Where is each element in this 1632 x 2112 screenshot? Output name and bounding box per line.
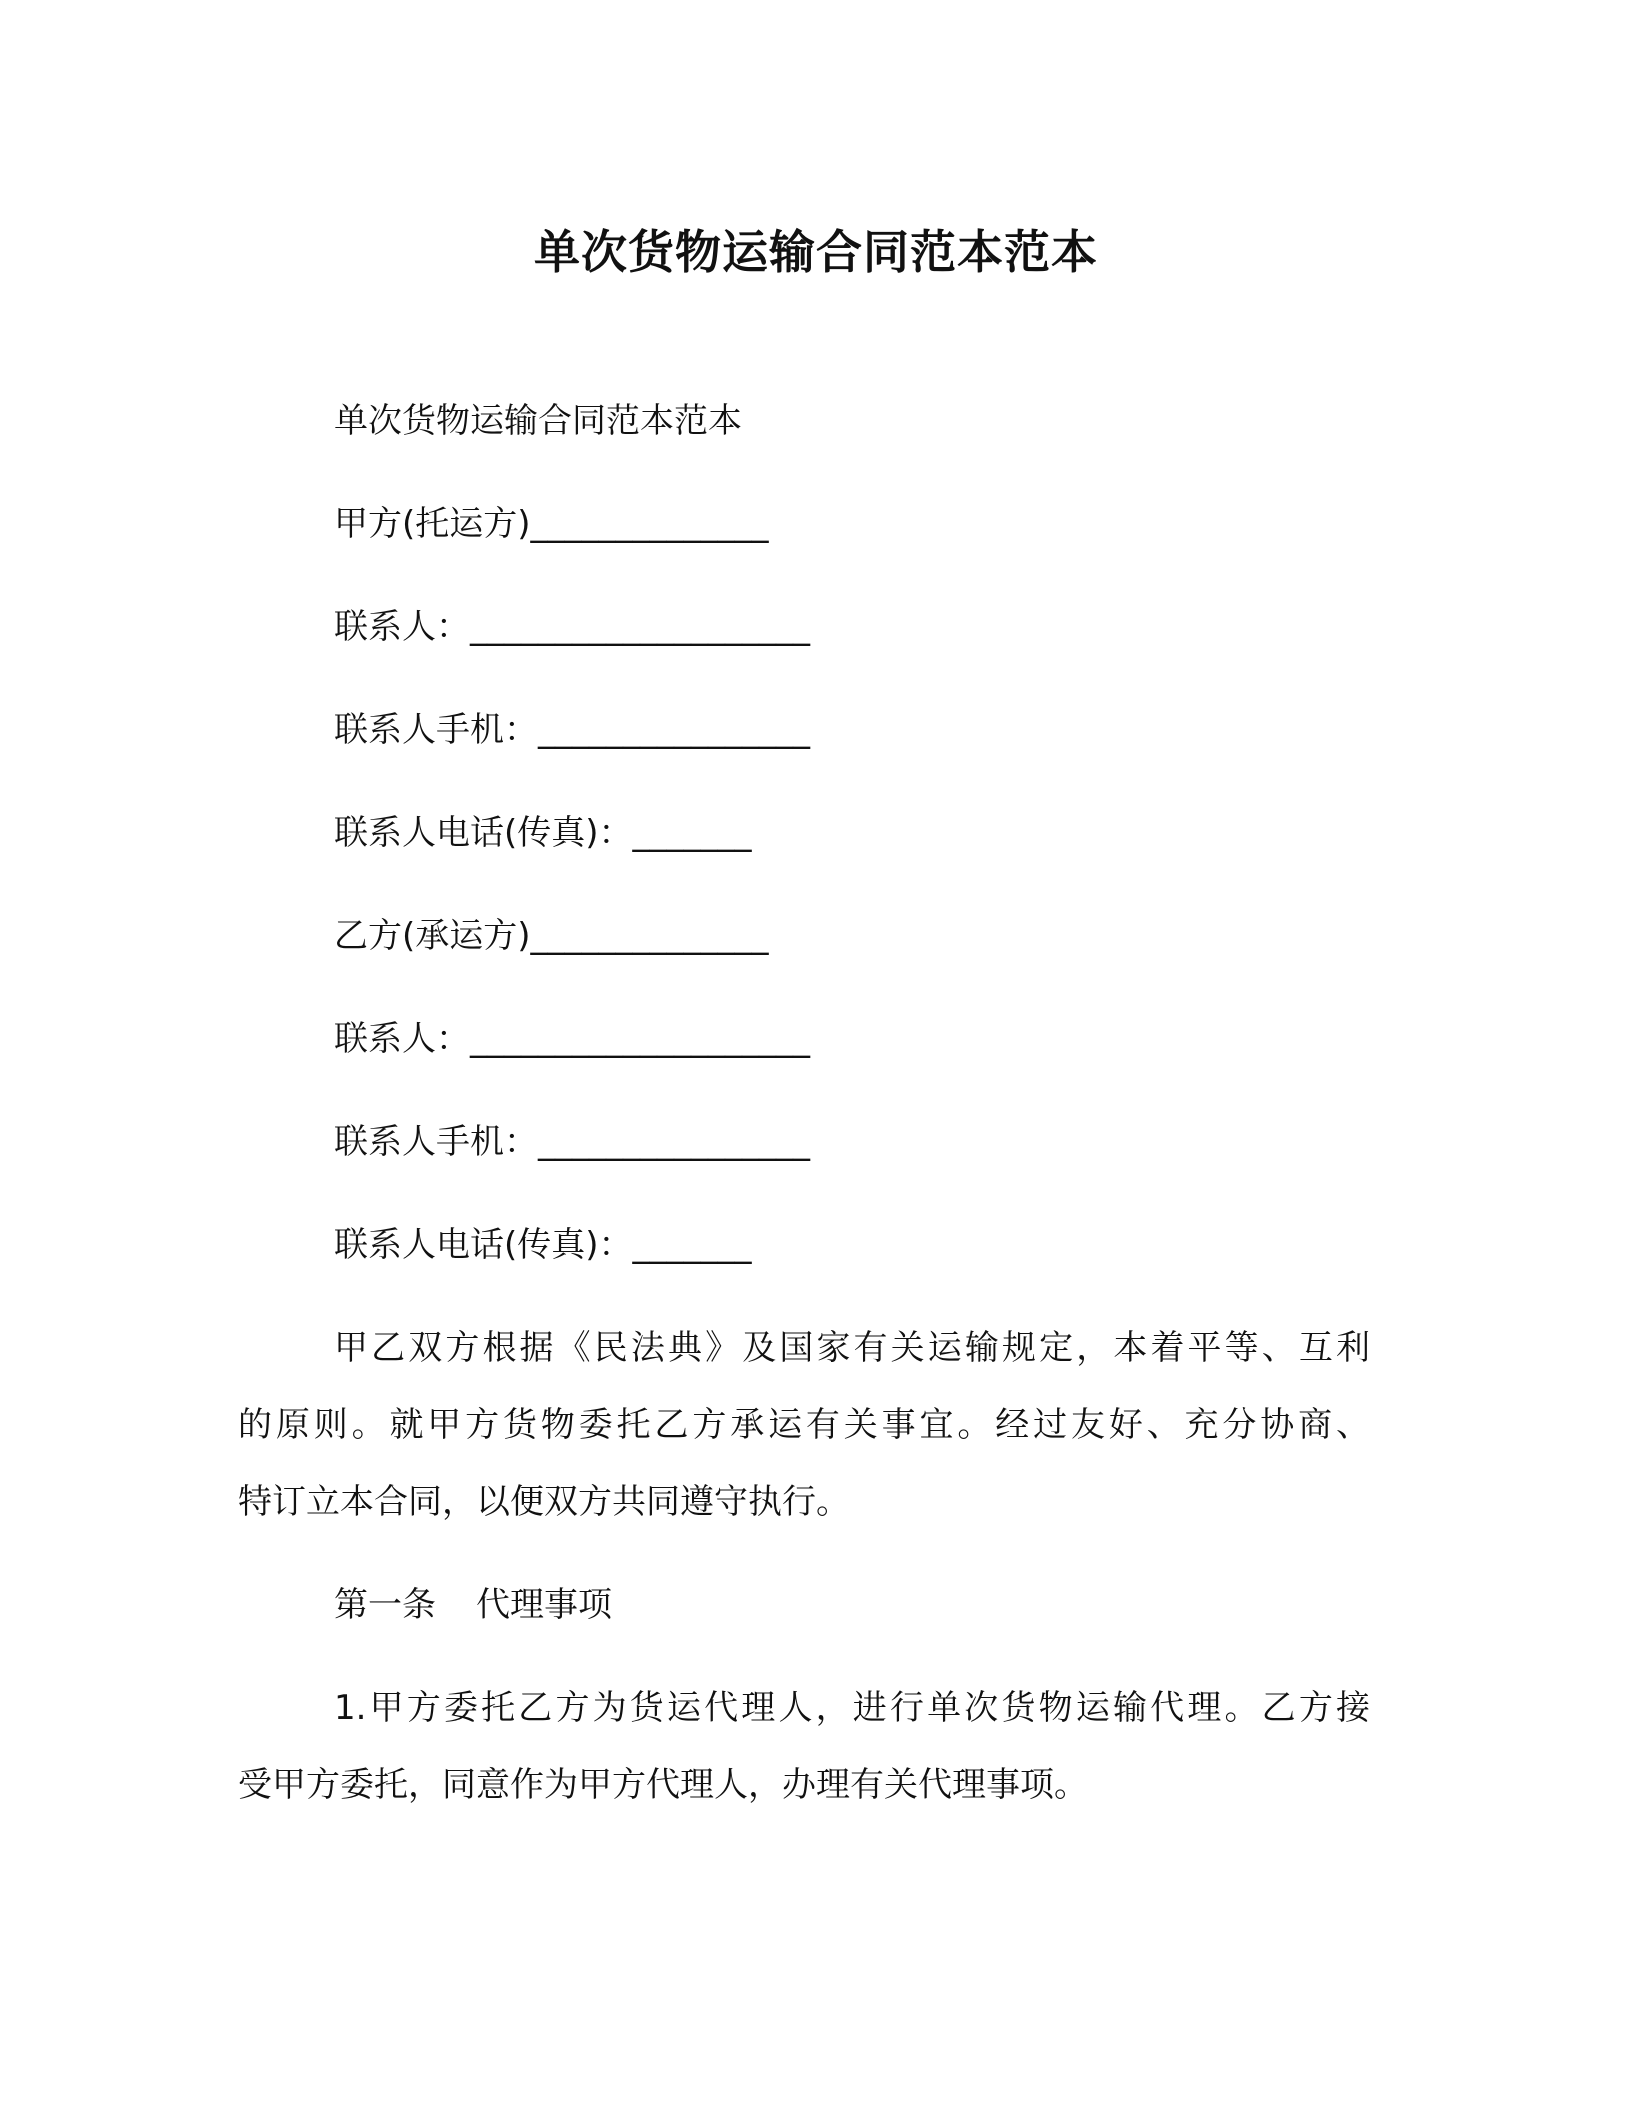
party-a-mobile-blank: ________________ [538,710,810,750]
party-a-phone-label: 联系人电话(传真)： [334,813,633,853]
document-subtitle: 单次货物运输合同范本范本 [334,401,742,441]
party-b-contact-field [334,1016,810,1062]
party-a-mobile-field [334,707,810,753]
preamble-line: 的原则。就甲方货物委托乙方承运有关事宜。经过友好、充分协商、 [238,1405,1370,1445]
party-b-contact-blank: ____________________ [470,1019,810,1059]
preamble-line: 特订立本合同，以便双方共同遵守执行。 [238,1482,850,1522]
article-1-clause-line: 1.甲方委托乙方为货运代理人，进行单次货物运输代理。乙方接 [334,1688,1370,1728]
party-b-phone-label: 联系人电话(传真)： [334,1225,633,1265]
article-1-heading [334,1582,612,1628]
party-b-mobile-field [334,1119,810,1165]
preamble-line: 甲乙双方根据《民法典》及国家有关运输规定，本着平等、互利 [334,1328,1370,1368]
party-b-blank: ______________ [530,916,769,956]
party-a-contact-field [334,604,810,650]
party-a-label: 甲方(托运方) [334,504,531,544]
article-1-clause-line: 受甲方委托，同意作为甲方代理人，办理有关代理事项。 [238,1765,1088,1805]
party-b-mobile-label: 联系人手机： [334,1122,538,1162]
article-1-number: 第一条 [334,1585,436,1625]
party-a-blank: ______________ [530,504,769,544]
party-b-field [334,913,769,959]
party-a-contact-blank: ____________________ [470,607,810,647]
party-a-field [334,501,769,547]
party-b-phone-blank: _______ [632,1225,752,1265]
party-a-phone-field [334,810,752,856]
party-b-contact-label: 联系人： [334,1019,470,1059]
party-b-mobile-blank: ________________ [538,1122,810,1162]
document-title: 单次货物运输合同范本范本 [534,225,1098,279]
article-1-title: 代理事项 [476,1585,612,1625]
party-a-mobile-label: 联系人手机： [334,710,538,750]
party-a-phone-blank: _______ [632,813,752,853]
party-b-label: 乙方(承运方) [334,916,531,956]
party-b-phone-field [334,1222,752,1268]
party-a-contact-label: 联系人： [334,607,470,647]
